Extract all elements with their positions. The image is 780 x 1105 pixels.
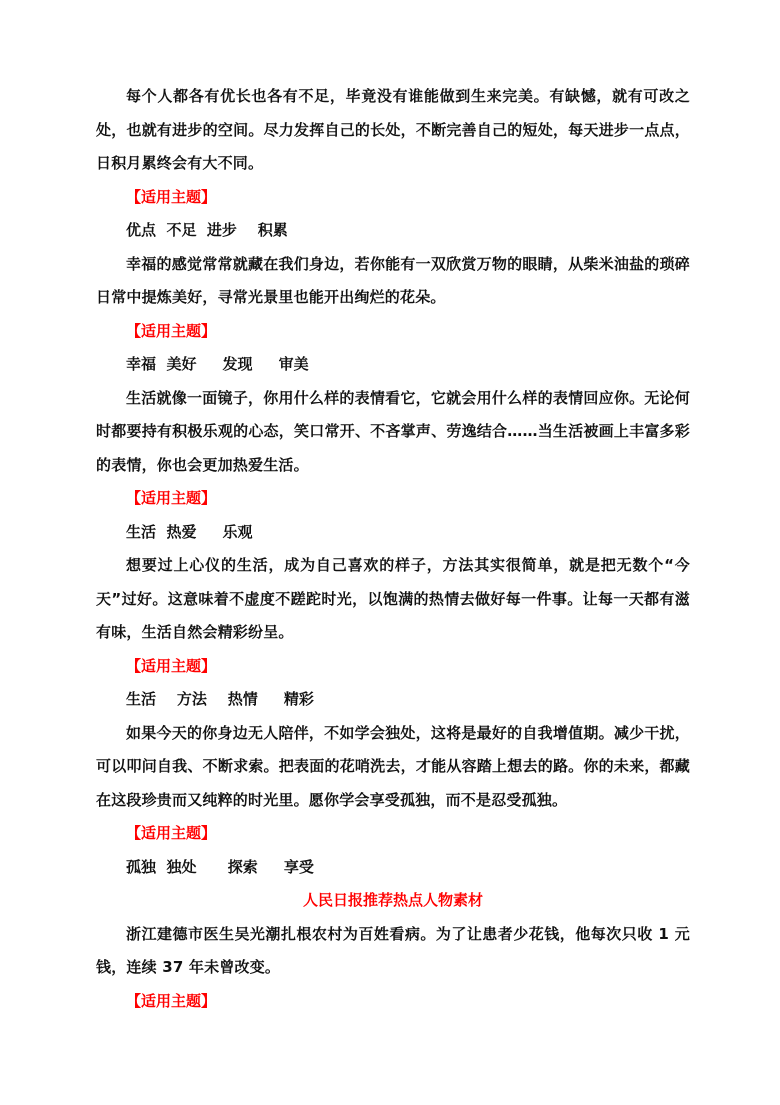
theme-tag-5: 【适用主题】 bbox=[126, 824, 217, 842]
theme-tag-2: 【适用主题】 bbox=[126, 321, 217, 340]
theme-tag-6: 【适用主题】 bbox=[126, 991, 217, 1010]
theme-tag-4: 【适用主题】 bbox=[126, 656, 217, 675]
document-content bbox=[96, 80, 690, 1018]
theme-keywords-3: 生活 热爱 乐观 bbox=[126, 522, 253, 541]
theme-tag-1: 【适用主题】 bbox=[126, 187, 217, 206]
paragraph-4: 想要过上心仪的生活，成为自己喜欢的样子，方法其实很简单，就是把无数个“今天”过好。这意味着不虚度不蹉跎时光，以饱满的热情去做好每一件事。让每一天都有滋有味，生活自然会精彩纷呈。 bbox=[96, 556, 690, 641]
theme-keywords-5: 孤独 独处 探索 享受 bbox=[126, 857, 314, 876]
theme-keywords-1: 优点 不足 进步 积累 bbox=[126, 221, 288, 239]
theme-keywords-4: 生活 方法 热情 精彩 bbox=[126, 690, 314, 708]
paragraph-5: 如果今天的你身边无人陪伴，不如学会独处，这将是最好的自我增值期。减少干扰，可以叩问自我、不断求索。把表面的花哨洗去，才能从容踏上想去的路。你的未来，都藏在这段珍贵而又纯粹的时光里。愿你学会享受孤独，而不是忍受孤独。 bbox=[96, 723, 690, 809]
paragraph-6: 浙江建德市医生吴光潮扎根农村为百姓看病。为了让患者少花钱，他每次只收 1 元钱，连续 37 年未曾改变。 bbox=[96, 924, 690, 976]
paragraph-3: 生活就像一面镜子，你用什么样的表情看它，它就会用什么样的表情回应你。无论何时都要持有积极乐观的心态，笑口常开、不吝掌声、劳逸结合……当生活被画上丰富多彩的表情，你也会更加热爱生活。 bbox=[96, 388, 690, 474]
paragraph-2: 幸福的感觉常常就藏在我们身边，若你能有一双欣赏万物的眼睛，从柴米油盐的琐碎日常中提炼美好，寻常光景里也能开出绚烂的花朵。 bbox=[96, 254, 690, 306]
theme-tag-3: 【适用主题】 bbox=[126, 489, 217, 507]
theme-keywords-2: 幸福 美好 发现 审美 bbox=[126, 355, 309, 373]
section-title: 人民日报推荐热点人物素材 bbox=[302, 891, 483, 909]
paragraph-1: 每个人都各有优长也各有不足，毕竟没有谁能做到生来完美。有缺憾，就有可改之处，也就有进步的空间。尽力发挥自己的长处，不断完善自己的短处，每天进步一点点，日积月累终会有大不同。 bbox=[96, 87, 690, 172]
